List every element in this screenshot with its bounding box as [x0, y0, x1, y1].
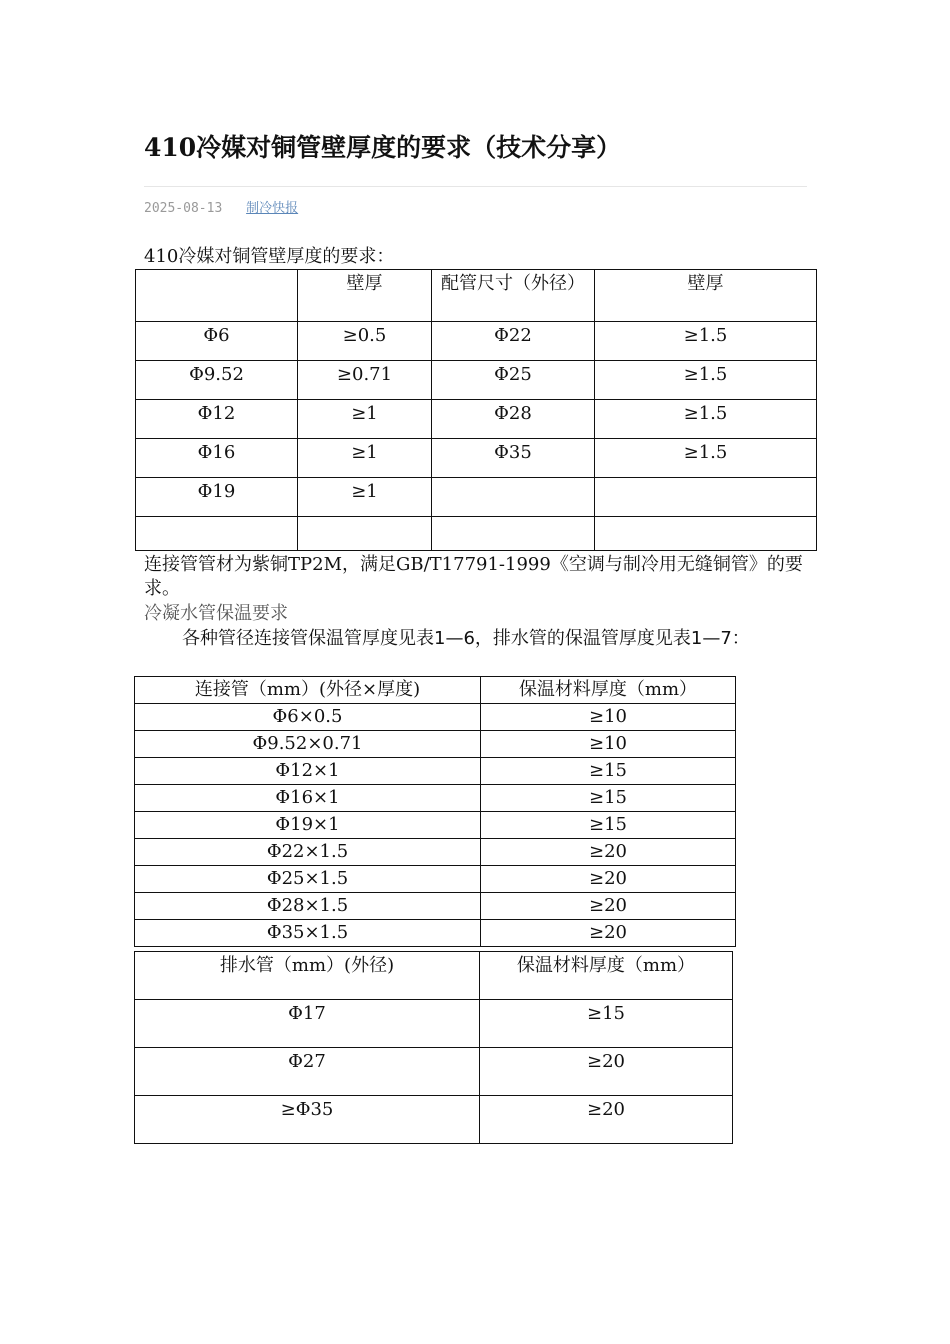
table-cell: ≥0.71: [298, 361, 432, 400]
table-cell: Φ19×1: [135, 812, 481, 839]
table-header-cell: 排水管（mm）(外径): [135, 952, 480, 1000]
table-header-cell: 保温材料厚度（mm）: [480, 952, 733, 1000]
table-header-cell: 配管尺寸（外径）: [432, 270, 595, 322]
table-cell: Φ25: [432, 361, 595, 400]
table-row: [136, 361, 817, 400]
table-row: [136, 322, 817, 361]
table-cell: Φ6×0.5: [135, 704, 481, 731]
table-cell: [298, 517, 432, 551]
table-header-cell: 连接管（mm）(外径×厚度): [135, 677, 481, 704]
table-cell: ≥20: [481, 920, 736, 947]
table-cell: Φ35: [432, 439, 595, 478]
table-header-cell: 壁厚: [298, 270, 432, 322]
table-cell: Φ9.52: [136, 361, 298, 400]
article-meta: [144, 199, 298, 219]
article-title: 410冷媒对铜管壁厚度的要求（技术分享）: [144, 133, 622, 162]
table-cell: Φ16: [136, 439, 298, 478]
table-header-cell: [136, 270, 298, 322]
title-divider: [144, 186, 807, 187]
publish-date: 2025-08-13: [144, 201, 223, 216]
table-cell: [136, 517, 298, 551]
table-header-row: [135, 677, 736, 704]
table-header-row: [136, 270, 817, 322]
table-cell: Φ22: [432, 322, 595, 361]
table-cell: ≥1.5: [595, 439, 817, 478]
table-cell: Φ25×1.5: [135, 866, 481, 893]
table-cell: ≥0.5: [298, 322, 432, 361]
table-cell: ≥10: [481, 731, 736, 758]
table-row: [135, 1048, 733, 1096]
table-cell: Φ28: [432, 400, 595, 439]
table-cell: Φ35×1.5: [135, 920, 481, 947]
table-cell: ≥15: [481, 758, 736, 785]
table-cell: Φ9.52×0.71: [135, 731, 481, 758]
table-cell: ≥15: [480, 1000, 733, 1048]
table-cell: Φ6: [136, 322, 298, 361]
table-cell: Φ17: [135, 1000, 480, 1048]
table-cell: Φ27: [135, 1048, 480, 1096]
table-row: [135, 812, 736, 839]
insulation-heading: 冷凝水管保温要求: [144, 603, 288, 624]
material-note: 连接管管材为紫铜TP2M，满足GB/T17791-1999《空调与制冷用无缝铜管》的要求。: [144, 554, 803, 599]
drain-pipe-insulation-table: [134, 951, 733, 1144]
table-row: [136, 517, 817, 551]
table-cell: ≥15: [481, 812, 736, 839]
table-row: [135, 866, 736, 893]
insulation-paragraph: [144, 627, 804, 651]
table-cell: [595, 478, 817, 517]
table-cell: ≥1.5: [595, 361, 817, 400]
table-row: [135, 704, 736, 731]
table-row: [135, 1000, 733, 1048]
connect-pipe-insulation-table: [134, 676, 736, 947]
table-cell: ≥1.5: [595, 322, 817, 361]
table-row: [135, 758, 736, 785]
table-header-cell: 壁厚: [595, 270, 817, 322]
table-cell: ≥1.5: [595, 400, 817, 439]
table-row: [136, 478, 817, 517]
source-link[interactable]: 制冷快报: [246, 201, 299, 216]
table-cell: ≥20: [480, 1048, 733, 1096]
table-cell: [432, 478, 595, 517]
table-cell: Φ22×1.5: [135, 839, 481, 866]
table-cell: ≥1: [298, 478, 432, 517]
table-cell: ≥20: [481, 893, 736, 920]
table-cell: ≥1: [298, 400, 432, 439]
table-row: [135, 920, 736, 947]
table-cell: ≥20: [481, 839, 736, 866]
insulation-paragraph-text: 各种管径连接管保温管厚度见表1—6，排水管的保温管厚度见表1—7：: [182, 628, 750, 649]
table-row: [135, 1096, 733, 1144]
table-header-row: [135, 952, 733, 1000]
table-row: [135, 893, 736, 920]
table-cell: [595, 517, 817, 551]
table-row: [135, 785, 736, 812]
table-cell: Φ19: [136, 478, 298, 517]
table-row: [136, 400, 817, 439]
table-row: [135, 839, 736, 866]
table-cell: ≥15: [481, 785, 736, 812]
section-heading: 410冷媒对铜管壁厚度的要求：: [144, 246, 395, 267]
table-cell: ≥20: [480, 1096, 733, 1144]
table-header-cell: 保温材料厚度（mm）: [481, 677, 736, 704]
table-cell: Φ12×1: [135, 758, 481, 785]
table-cell: ≥1: [298, 439, 432, 478]
table-cell: [432, 517, 595, 551]
table-row: [136, 439, 817, 478]
table-cell: Φ12: [136, 400, 298, 439]
table-row: [135, 731, 736, 758]
wall-thickness-table: [135, 269, 817, 551]
table-cell: ≥10: [481, 704, 736, 731]
table-cell: ≥Φ35: [135, 1096, 480, 1144]
table-cell: Φ16×1: [135, 785, 481, 812]
table-cell: ≥20: [481, 866, 736, 893]
table-cell: Φ28×1.5: [135, 893, 481, 920]
